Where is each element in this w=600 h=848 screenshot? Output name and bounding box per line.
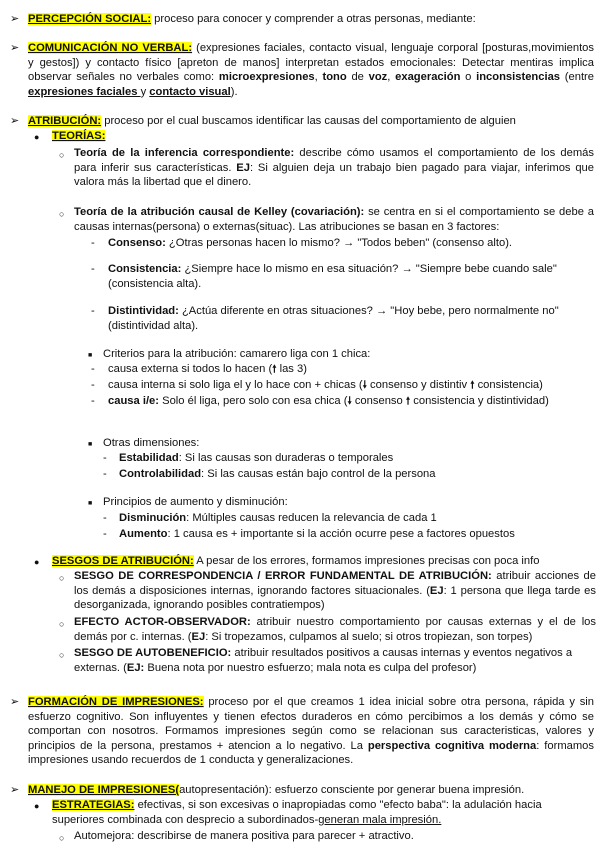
voz: voz: [368, 71, 388, 84]
consistencia-text: ¿Siempre hace lo mismo en esa situación? → "Siempre bebe cuando sale" (consistencia alta).: [108, 263, 557, 290]
dash-bullet: -: [103, 452, 107, 464]
criterio-externa-tail: las 3): [276, 363, 307, 375]
bullet-circle-icon: ○: [59, 573, 65, 583]
efecto-actor-observador: [74, 615, 596, 644]
inconsistencias: inconsistencias: [476, 71, 561, 84]
heading-sesgos: SESGOS DE ATRIBUCIÓN:: [52, 555, 194, 567]
criterio-interna: [108, 378, 596, 394]
arrow-bullet-icon: ➢: [10, 42, 20, 54]
formacion-paragraph: [28, 695, 594, 768]
distintividad-text: ¿Actúa diferente en otras situaciones? → "Hoy bebe, pero normalmente no" (distintividad alta).: [108, 305, 559, 332]
microexpresiones: microexpresiones: [218, 71, 315, 84]
aumento-label: Aumento: [119, 528, 168, 540]
distintividad-label: Distintividad:: [108, 305, 179, 317]
dash-bullet: -: [91, 305, 95, 317]
criterio-externa-text: causa externa si todos lo hacen (: [108, 363, 273, 375]
autobeneficio-title: SESGO DE AUTOBENEFICIO:: [74, 647, 232, 659]
ej-label: EJ: [236, 161, 250, 174]
heading-manejo: MANEJO DE IMPRESIONES(: [28, 784, 180, 796]
bullet-circle-icon: ○: [59, 150, 65, 160]
heading-percepcion-social: PERCEPCIÓN SOCIAL:: [28, 13, 152, 25]
dash-bullet: -: [91, 379, 95, 391]
criterio-ie-tail: consistencia y distintividad): [410, 395, 549, 407]
heading-estrategias: ESTRATEGIAS:: [52, 799, 135, 811]
criterio-interna-mid: consenso y distintiv: [366, 379, 471, 391]
teoria-kelley-title: Teoría de la atribución causal de Kelley (covariación):: [74, 206, 365, 218]
manejo-text: autopresentación): esfuerzo consciente por generar buena impresión.: [179, 784, 525, 796]
dash-bullet: -: [103, 468, 107, 480]
dash-bullet: -: [103, 512, 107, 524]
actor-observador-example: : Si tropezamos, culpamos al suelo; si otros tropiezan, son torpes): [205, 630, 533, 643]
sesgos-line: [52, 554, 596, 569]
arrow-up-icon: 🠕: [272, 364, 277, 375]
dash-bullet: -: [91, 237, 95, 249]
disminucion-text: : Múltiples causas reducen la relevancia de cada 1: [186, 512, 437, 524]
consenso-text: ¿Otras personas hacen lo mismo? → "Todos beben" (consenso alto).: [165, 237, 513, 249]
bullet-circle-icon: ○: [59, 833, 65, 843]
criterio-ie-mid: consenso: [351, 395, 406, 407]
percepcion-social-line: [28, 12, 594, 27]
square-bullet-icon: ■: [88, 352, 93, 359]
actor-observador-text: atribuir nuestro comportamiento por causas externas y el de los demás por c. internas. (: [74, 616, 596, 643]
aumento-item: [119, 527, 594, 542]
ej-label: EJ:: [126, 661, 145, 674]
formacion-text-tail: : formamos impresiones usando recuerdos de 1 conducta y generalizaciones.: [28, 739, 594, 767]
sesgos-text: A pesar de los errores, formamos impresiones precisas con poca info: [193, 555, 540, 567]
sep: ,: [314, 71, 323, 84]
bullet-circle-icon: ○: [59, 209, 65, 219]
arrow-up-icon: 🠕: [405, 396, 411, 407]
automejora-item: [74, 829, 594, 844]
arrow-up-icon: 🠕: [470, 380, 475, 391]
criterios-text: Criterios para la atribución: camarero liga con 1 chica:: [103, 348, 371, 360]
criterio-interna-text: causa interna si solo liga el y lo hace con + chicas (: [108, 379, 363, 391]
arrow-down-icon: 🠗: [362, 380, 367, 391]
sep: de: [346, 71, 369, 84]
teoria-inferencia: [74, 146, 594, 190]
arrow-bullet-icon: ➢: [10, 696, 20, 708]
heading-teorias: TEORÍAS:: [52, 130, 106, 142]
tono: tono: [322, 71, 347, 84]
criterio-externa: [108, 362, 596, 378]
manejo-line: [28, 783, 594, 798]
sesgo-correspondencia-title: SESGO DE CORRESPONDENCIA / ERROR FUNDAMENTAL DE ATRIBUCIÓN:: [74, 570, 492, 582]
sesgo-correspondencia: [74, 569, 596, 613]
autobeneficio-example: Buena nota por nuestro esfuerzo; mala nota es culpa del profesor): [144, 661, 477, 674]
sep: o: [460, 71, 477, 84]
comunicacion-paragraph: [28, 41, 594, 99]
teoria-kelley-text: se centra en si el comportamiento se debe a causas internas(persona) o externas(situac). Las atribuciones se basan en 3 factores:: [74, 206, 594, 233]
criterio-ie-text: Solo él liga, pero solo con esa chica (: [159, 395, 348, 407]
bullet-dot-icon: ●: [34, 801, 40, 811]
bullet-dot-icon: ●: [34, 557, 40, 567]
exageracion: exageración: [395, 71, 461, 84]
atribucion-text: proceso por el cual buscamos identificar las causas del comportamiento de alguien: [101, 115, 516, 127]
consistencia-label: Consistencia:: [108, 263, 182, 275]
square-bullet-icon: ■: [88, 500, 93, 507]
sesgo-correspondencia-example: : 1 persona que llega tarde es desorganizada, ignorando posibles contratiempos): [74, 584, 596, 612]
estabilidad-item: [119, 451, 594, 466]
teorias-line: [52, 129, 105, 144]
expresiones-faciales: expresiones faciales: [28, 85, 141, 98]
consistencia-item: [108, 262, 596, 291]
autobeneficio-text: atribuir resultados positivos a causas internas y eventos negativos a externas. (: [74, 647, 573, 674]
heading-atribucion: ATRIBUCIÓN:: [28, 115, 102, 127]
bullet-circle-icon: ○: [59, 650, 65, 660]
square-bullet-icon: ■: [88, 441, 93, 448]
consenso-item: [108, 236, 596, 251]
arrow-bullet-icon: ➢: [10, 115, 20, 127]
estrategias-block: [52, 798, 594, 827]
criterio-ie-title: causa i/e:: [108, 395, 159, 407]
sesgo-correspondencia-text: atribuir acciones de los demás a disposiciones internas, ignorando factores situacionales. (: [74, 570, 597, 597]
formacion-text: proceso por el que creamos 1 idea inicial sobre otra persona, rápida y sin esfuerzo cognitivo. Son influyentes y tienen efectos duraderos en cómo percibimos a los demás y cómo se comportan con nosotros. Formamos impresiones según como se relacionan sus caracteristicas, valores y principios de la persona, prestamos + atencion a lo negativo. La: [28, 696, 595, 752]
principios-heading: [103, 495, 593, 510]
criterio-ie: [108, 394, 596, 410]
estabilidad-text: : Si las causas son duraderas o temporales: [178, 452, 394, 464]
perspectiva-cognitiva: perspectiva cognitiva moderna: [367, 739, 537, 752]
controlabilidad-item: [119, 467, 594, 482]
sep: ).: [230, 85, 238, 98]
percepcion-text: proceso para conocer y comprender a otras personas, mediante:: [151, 13, 476, 25]
arrow-bullet-icon: ➢: [10, 784, 20, 796]
sep: (entre: [560, 71, 594, 84]
arrow-bullet-icon: ➢: [10, 13, 20, 25]
aumento-text: : 1 causa es + importante si la acción ocurre pese a factores opuestos: [167, 528, 515, 540]
sep: ,: [387, 71, 396, 84]
estabilidad-label: Estabilidad: [119, 452, 179, 464]
comunicacion-text: (expresiones faciales, contacto visual, lenguaje corporal [posturas,movimientos y gestos]) y contacto físico [apreton de manos] interpretan estados emocionales: Detectar mentiras implica observar señales no verbales como:: [28, 42, 594, 84]
criterios-heading: [103, 347, 593, 362]
arrow-down-icon: 🠗: [347, 396, 352, 407]
bullet-circle-icon: ○: [59, 619, 65, 629]
otras-heading: [103, 436, 593, 451]
principios-text: Principios de aumento y disminución:: [103, 496, 288, 508]
sep: y: [140, 85, 150, 98]
teoria-kelley: [74, 205, 594, 234]
ej-label: EJ: [429, 584, 444, 597]
mala-impresion: generan mala impresión.: [318, 813, 442, 826]
dash-bullet: -: [91, 395, 95, 407]
atribucion-line: [28, 114, 594, 129]
teoria-inferencia-example: : Si alguien deja un trabajo bien pagado para viajar, inferimos que valora más la libertad que el dinero.: [74, 161, 594, 189]
ej-label: EJ: [191, 630, 206, 643]
distintividad-item: [108, 304, 596, 333]
dash-bullet: -: [103, 528, 107, 540]
controlabilidad-text: : Si las causas están bajo control de la persona: [201, 468, 436, 480]
bullet-dot-icon: ●: [34, 132, 40, 142]
consenso-label: Consenso:: [108, 237, 166, 249]
automejora-text: Automejora: describirse de manera positiva para parecer + atractivo.: [74, 830, 414, 842]
disminucion-label: Disminución: [119, 512, 187, 524]
contacto-visual: contacto visual: [149, 85, 231, 98]
controlabilidad-label: Controlabilidad: [119, 468, 202, 480]
otras-text: Otras dimensiones:: [103, 437, 200, 449]
estrategias-text: efectivas, si son excesivas o inapropiadas como "efecto baba": la adulación hacia superiores combinada con desprecio a subordinados-: [52, 799, 542, 826]
actor-observador-title: EFECTO ACTOR-OBSERVADOR:: [74, 616, 251, 628]
dash-bullet: -: [91, 263, 95, 275]
criterio-interna-tail: consistencia): [474, 379, 543, 391]
heading-comunicacion: COMUNICACIÓN NO VERBAL:: [28, 42, 193, 54]
sesgo-autobeneficio: [74, 646, 596, 675]
disminucion-item: [119, 511, 594, 526]
teoria-inferencia-text: describe cómo usamos el comportamiento de los demás para inferir sus características.: [74, 147, 594, 174]
teoria-inferencia-title: Teoría de la inferencia correspondiente:: [74, 147, 295, 159]
dash-bullet: -: [91, 363, 95, 375]
heading-formacion: FORMACIÓN DE IMPRESIONES:: [28, 696, 204, 708]
